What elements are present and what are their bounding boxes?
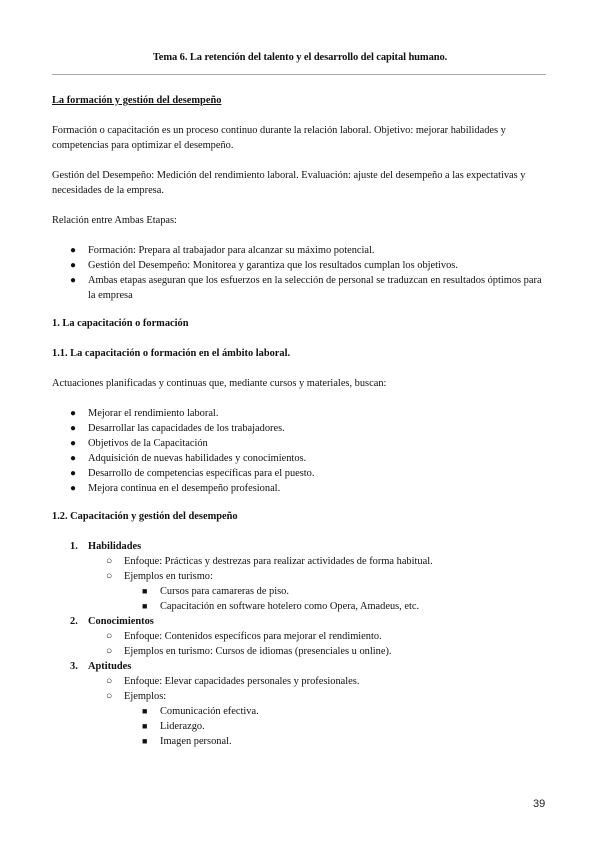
sub-list-item (88, 674, 548, 689)
document-body (52, 93, 548, 749)
list-item-text: Mejora continua en el desempeño profesional. (88, 483, 281, 494)
numbered-item-aptitudes (52, 659, 548, 749)
example-item (124, 734, 548, 749)
sub-list (88, 554, 548, 614)
example-text: Liderazgo. (160, 721, 205, 732)
circle-bullet-icon: ○ (106, 691, 113, 702)
section-heading: La formación y gestión del desempeño (52, 95, 222, 106)
list-item (52, 451, 548, 466)
example-text: Capacitación en software hotelero como Opera, Amadeus, etc. (160, 601, 420, 612)
item-title: Conocimientos (88, 616, 154, 627)
example-list (124, 704, 548, 749)
sub-item-text: Enfoque: Prácticas y destrezas para realizar actividades de forma habitual. (124, 556, 433, 567)
sub-list (88, 629, 548, 659)
list-item (52, 466, 548, 481)
paragraph-gestion: Gestión del Desempeño: Medición del rendimiento laboral. Evaluación: ajuste del desempeño a las expectativas y necesidades de la empresa. (52, 170, 526, 196)
list-item (52, 406, 548, 421)
square-bullet-icon: ■ (142, 706, 148, 716)
list-item-text: Formación: Prepara al trabajador para alcanzar su máximo potencial. (88, 245, 375, 256)
square-bullet-icon: ■ (142, 586, 148, 596)
bullet-icon: ● (70, 275, 77, 286)
section-heading: 1. La capacitación o formación (52, 318, 189, 329)
paragraph-actuaciones: Actuaciones planificadas y continuas que, mediante cursos y materiales, buscan: (52, 378, 387, 389)
example-text: Cursos para camareras de piso. (160, 586, 289, 597)
list-item-text: Desarrollar las capacidades de los trabajadores. (88, 423, 285, 434)
circle-bullet-icon: ○ (106, 631, 113, 642)
list-item-text: Ambas etapas aseguran que los esfuerzos en la selección de personal se traduzcan en resultados óptimos para la empresa (88, 275, 542, 301)
list-item (52, 273, 548, 303)
sub-list-item (88, 689, 548, 749)
bullet-icon: ● (70, 245, 77, 256)
sub-item-text: Enfoque: Elevar capacidades personales y profesionales. (124, 676, 360, 687)
example-item (124, 599, 548, 614)
example-list (124, 584, 548, 614)
list-item-text: Adquisición de nuevas habilidades y conocimientos. (88, 453, 307, 464)
list-item-text: Objetivos de la Capacitación (88, 438, 208, 449)
item-title: Aptitudes (88, 661, 132, 672)
list-item-text: Desarrollo de competencias específicas para el puesto. (88, 468, 315, 479)
sub-list-item (88, 569, 548, 614)
example-text: Comunicación efectiva. (160, 706, 259, 717)
sub-item-text: Ejemplos: (124, 691, 167, 702)
paragraph-relacion: Relación entre Ambas Etapas: (52, 215, 177, 226)
bullet-icon: ● (70, 483, 77, 494)
list-item (52, 258, 548, 273)
sub-item-text: Ejemplos en turismo: (124, 571, 213, 582)
circle-bullet-icon: ○ (106, 571, 113, 582)
square-bullet-icon: ■ (142, 721, 148, 731)
example-text: Imagen personal. (160, 736, 232, 747)
subsection-heading: 1.2. Capacitación y gestión del desempeño (52, 511, 238, 522)
sub-item-text: Ejemplos en turismo: Cursos de idiomas (presenciales u online). (124, 646, 392, 657)
list-item (52, 243, 548, 258)
example-item (124, 584, 548, 599)
document-header-title: Tema 6. La retención del talento y el desarrollo del capital humano. (152, 52, 448, 63)
list-item (52, 436, 548, 451)
sub-item-text: Enfoque: Contenidos específicos para mejorar el rendimiento. (124, 631, 382, 642)
bullet-icon: ● (70, 453, 77, 464)
sub-list-item (88, 629, 548, 644)
item-title: Habilidades (88, 541, 142, 552)
bullet-icon: ● (70, 438, 77, 449)
example-item (124, 719, 548, 734)
numbered-item-conocimientos (52, 614, 548, 659)
paragraph-formacion: Formación o capacitación es un proceso continuo durante la relación laboral. Objetivo: mejorar habilidades y competencias para optimizar el desempeño. (52, 125, 506, 151)
circle-bullet-icon: ○ (106, 556, 113, 567)
subsection-heading: 1.1. La capacitación o formación en el ámbito laboral. (52, 348, 291, 359)
bullet-list-relacion (52, 243, 548, 303)
bullet-icon: ● (70, 468, 77, 479)
list-item-text: Mejorar el rendimiento laboral. (88, 408, 219, 419)
list-item (52, 481, 548, 496)
list-item-text: Gestión del Desempeño: Monitorea y garantiza que los resultados cumplan los objetivos. (88, 260, 458, 271)
numbered-item-habilidades (52, 539, 548, 614)
sub-list-item (88, 554, 548, 569)
circle-bullet-icon: ○ (106, 646, 113, 657)
square-bullet-icon: ■ (142, 736, 148, 746)
bullet-icon: ● (70, 260, 77, 271)
bullet-icon: ● (70, 408, 77, 419)
sub-list (88, 674, 548, 749)
header-divider (52, 74, 546, 75)
bullet-icon: ● (70, 423, 77, 434)
item-number: 1. (70, 541, 78, 552)
list-item (52, 421, 548, 436)
bullet-list-actuaciones (52, 406, 548, 496)
example-item (124, 704, 548, 719)
numbered-list-desempeno (52, 539, 548, 749)
square-bullet-icon: ■ (142, 601, 148, 611)
page-number: 39 (533, 798, 546, 810)
circle-bullet-icon: ○ (106, 676, 113, 687)
sub-list-item (88, 644, 548, 659)
item-number: 2. (70, 616, 78, 627)
item-number: 3. (70, 661, 78, 672)
